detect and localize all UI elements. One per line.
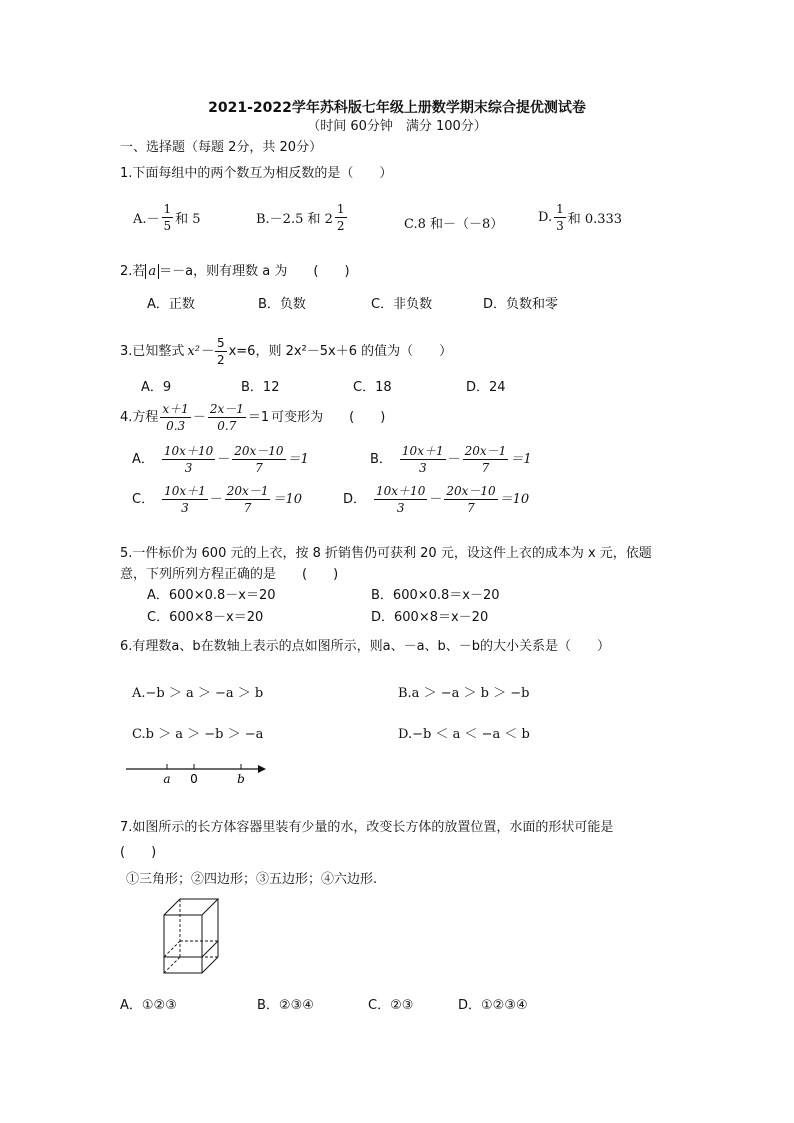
denominator: 7: [243, 501, 252, 515]
question-1-stem: 1.下面每组中的两个数互为相反数的是（ ）: [120, 166, 393, 181]
option-label: B.－2.5 和 2: [256, 212, 333, 227]
question-5-option-a: A．600×0.8－x＝20: [147, 588, 276, 603]
question-1-option-b: [256, 202, 349, 233]
operator: －: [217, 451, 231, 467]
page-subtitle: （时间 60分钟 满分 100分）: [307, 119, 487, 134]
numerator: x＋1: [162, 402, 189, 416]
fraction: [160, 402, 190, 433]
denominator: 3: [181, 501, 189, 515]
bottom-right-edge: [202, 957, 218, 973]
question-3-option-c: C．18: [353, 380, 392, 395]
page-title: 2021-2022学年苏科版七年级上册数学期末综合提优测试卷: [208, 100, 586, 116]
question-4-stem: [120, 402, 385, 433]
question-2-option-a: A．正数: [147, 297, 195, 312]
question-1-option-a: [133, 202, 201, 233]
denominator: 3: [184, 461, 193, 475]
fraction: [463, 444, 509, 475]
numerator: 10x＋1: [401, 444, 444, 458]
fraction: [162, 202, 174, 233]
option-label: A．: [132, 451, 154, 467]
question-6-option-a: A.−b ＞ a ＞ −a ＞ b: [132, 686, 264, 701]
question-2-stem: [120, 264, 350, 280]
equation-rhs: ＝1: [510, 451, 532, 467]
option-tail: 和 0.333: [567, 212, 623, 227]
denominator: 7: [255, 461, 263, 475]
denominator: 2: [336, 219, 345, 233]
stem-suffix: ＝－a，则有理数 a 为 ( ): [159, 264, 350, 279]
stem-prefix: 3.已知整式: [120, 343, 185, 359]
absolute-value: a: [145, 264, 159, 279]
question-7-option-d: D．①②③④: [458, 998, 528, 1013]
fraction: [232, 444, 285, 475]
fraction: [444, 484, 497, 515]
fraction: [554, 202, 566, 233]
hidden-edge: [164, 957, 180, 973]
option-label: A.－: [133, 212, 160, 227]
denominator: 7: [481, 461, 490, 475]
question-5-option-c: C．600×8－x＝20: [147, 610, 264, 625]
fraction: [225, 484, 271, 515]
numerator: 20x－10: [446, 484, 496, 498]
denominator: 3: [396, 501, 405, 515]
denominator: 0.7: [217, 419, 237, 433]
option-label: C．: [132, 491, 155, 507]
water-side-line: [202, 941, 218, 957]
section-heading: 一、选择题（每题 2分，共 20分）: [120, 140, 323, 155]
numerator: 2x－1: [209, 402, 244, 416]
operator: －: [447, 451, 461, 467]
question-4-option-d: [343, 484, 529, 515]
question-3-option-d: D．24: [466, 380, 506, 395]
question-4-option-a: [132, 444, 309, 475]
numerator: 1: [556, 202, 564, 216]
option-label: D.: [538, 210, 553, 225]
denominator: 5: [163, 219, 172, 233]
denominator: 3: [418, 461, 427, 475]
question-6-option-b: B.a ＞ −a ＞ b ＞ −b: [398, 686, 530, 701]
equation-rhs: ＝10: [499, 491, 530, 507]
option-label: B．: [370, 451, 392, 467]
denominator: 2: [216, 353, 225, 367]
question-1-option-c: C.8 和－（－8）: [404, 217, 504, 232]
fraction: [215, 336, 227, 367]
question-7-shapes: ①三角形；②四边形；③五边形；④六边形.: [126, 872, 378, 887]
question-7-option-b: B．②③④: [257, 998, 314, 1013]
fraction: [162, 484, 208, 515]
question-7-option-a: A．①②③: [120, 998, 177, 1013]
question-5-option-d: D．600×8＝x－20: [371, 610, 489, 625]
numerator: 20x－10: [234, 444, 284, 458]
stem-prefix: 2.若: [120, 264, 146, 279]
cuboid-container-figure: [162, 897, 222, 977]
top-face: [164, 899, 218, 915]
fraction: [400, 444, 446, 475]
number-line: [122, 758, 272, 788]
label-a: a: [163, 772, 171, 786]
question-2-option-d: D．负数和零: [483, 297, 559, 312]
numerator: 1: [336, 202, 345, 216]
question-7-line-2: ( ): [120, 845, 157, 860]
option-tail: 和 5: [175, 212, 201, 227]
question-3-stem: [120, 336, 452, 367]
numerator: 10x＋1: [164, 484, 206, 498]
question-6-option-d: D.−b ＜ a ＜ −a ＜ b: [398, 727, 530, 742]
fraction: [162, 444, 215, 475]
water-hidden-line: [164, 941, 180, 957]
question-3-option-b: B．12: [241, 380, 280, 395]
question-5-line-2: 意，下列所列方程正确的是 ( ): [120, 567, 339, 582]
equation-rhs: ＝1: [287, 451, 309, 467]
numerator: 10x＋10: [163, 444, 214, 458]
question-2-option-b: B．负数: [258, 297, 306, 312]
polynomial-lead: x²－: [187, 343, 213, 359]
question-5-option-b: B．600×0.8＝x－20: [371, 588, 500, 603]
numerator: 5: [216, 336, 225, 350]
numerator: 20x－1: [226, 484, 269, 498]
question-4-option-b: [370, 444, 532, 475]
option-label: D．: [343, 491, 367, 507]
question-2-option-c: C．非负数: [371, 297, 433, 312]
stem-suffix: 可变形为 ( ): [271, 409, 386, 425]
numerator: 10x＋10: [376, 484, 426, 498]
denominator: 0.3: [166, 419, 186, 433]
denominator: 7: [467, 501, 475, 515]
front-face: [164, 915, 202, 973]
equation-rhs: ＝10: [272, 491, 303, 507]
question-6-stem: 6.有理数a、b在数轴上表示的点如图所示，则a、－a、b、－b的大小关系是（ ）: [120, 639, 611, 654]
question-7-option-c: C．②③: [368, 998, 414, 1013]
arrow-icon: [258, 765, 266, 773]
numerator: 1: [163, 202, 172, 216]
fraction: [374, 484, 427, 515]
question-7-line-1: 7.如图所示的长方体容器里装有少量的水，改变长方体的放置位置，水面的形状可能是: [120, 820, 614, 835]
equation-rhs: ＝1: [247, 409, 270, 425]
fraction: [335, 202, 347, 233]
stem-prefix: 4.方程: [120, 409, 159, 425]
label-zero: 0: [190, 772, 198, 786]
operator: －: [192, 409, 206, 425]
question-3-option-a: A．9: [141, 380, 172, 395]
question-6-option-c: C.b ＞ a ＞ −b ＞ −a: [132, 727, 264, 742]
fraction: [208, 402, 246, 433]
stem-suffix: x=6，则 2x²－5x＋6 的值为（ ）: [228, 343, 453, 359]
operator: －: [429, 491, 443, 507]
question-5-line-1: 5.一件标价为 600 元的上衣，按 8 折销售仍可获利 20 元，设这件上衣的成本为 x 元，依题: [120, 546, 652, 561]
question-1-option-d: [538, 202, 622, 233]
question-4-option-c: [132, 484, 302, 515]
label-b: b: [237, 772, 245, 786]
numerator: 20x－1: [464, 444, 507, 458]
denominator: 3: [556, 219, 564, 233]
operator: －: [209, 491, 223, 507]
